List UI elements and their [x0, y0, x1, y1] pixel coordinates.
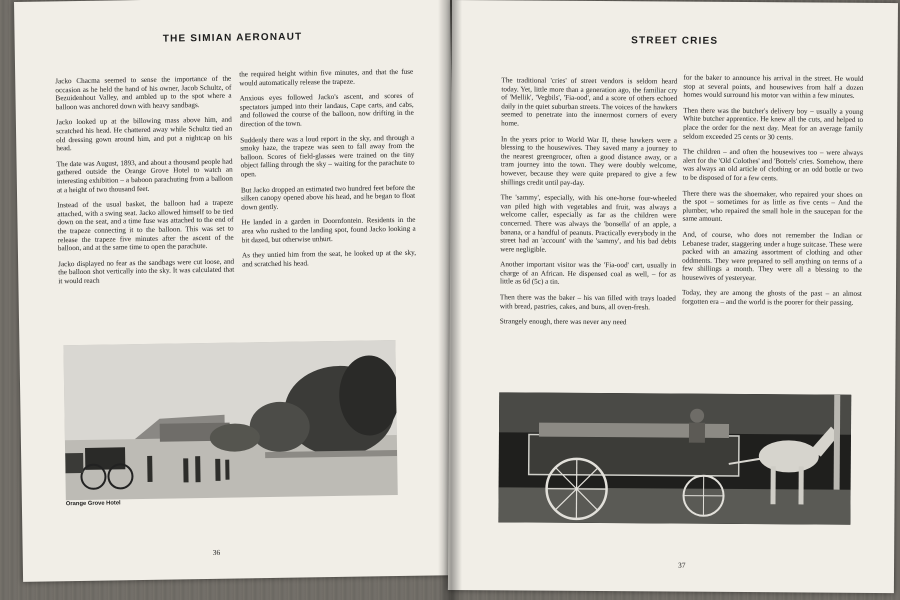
page-number-left: 36 [212, 547, 221, 557]
paragraph: Today, they are among the ghosts of the past – an almost forgotten era – and the world is the poorer for their passing. [681, 289, 862, 307]
paragraph: But Jacko dropped an estimated two hundred feet before the silken canopy opened above his head, and he began to float down gently. [240, 183, 416, 212]
paragraph: for the baker to announce his arrival in the street. He would stop at several points, and housewives from half a dozen homes would surround his motor van within a few minutes. [683, 73, 864, 101]
paragraph: The traditional 'cries' of street vendors is seldom heard today. Yet, little more than a generation ago, the familiar cry of 'Mellik', 'Vegbils', 'Fia-ood', and a score of others echoed daily in the quiet suburban streets. The voices of the hawkers seemed to penetrate into the innermost corners of every home. [501, 76, 678, 128]
left-running-head: THE SIMIAN AERONAUT [162, 31, 303, 45]
paragraph: As they untied him from the seat, he looked up at the sky, and scratched his head. [241, 248, 417, 269]
left-column-1 [55, 75, 234, 293]
left-page [14, 0, 459, 582]
paragraph: And, of course, who does not remember the Indian or Lebanese trader, staggering under a huge suitcase. These were packed with an amazing assortment of clothing and other oddments. They were prepared to sell anything on terms of a few shillings a month. They were all a blessing to the housewives of yesteryear. [682, 230, 863, 283]
paragraph: Anxious eyes followed Jacko's ascent, and scores of spectators jumped into their landaus, Cape carts, and cabs, and followed the course of the balloon, now drifting in the direction of the town. [239, 91, 414, 129]
right-column-1 [500, 76, 678, 334]
orange-grove-hotel-photo [63, 340, 397, 500]
paragraph: The 'sammy', especially, with his one-horse four-wheeled van piled high with vegetables and fruit, was always a welcome caller, especially as far as the children were concerned. There was always the 'bonsella' of an apple, a banana, or a handful of peanuts. Practically everybody in the street had an 'account' with the 'sammy', and his bad debts were negligible. [500, 193, 677, 254]
paragraph: The children – and often the housewives too – were always alert for the 'Old Colothes' and 'Bottels' cries. Somehow, there was always an old article of clothing or an odd bottle or two to be disposed of for a few cents. [682, 147, 863, 183]
left-column-2 [239, 68, 416, 276]
page-number-right: 37 [678, 560, 686, 570]
right-page [448, 0, 898, 593]
paragraph: Suddenly there was a loud report in the sky, and through a smoky haze, the trapeze was seen to fall away from the balloon. Scores of field-glasses were trained on the tiny object falling through the sky – waiting for the parachute to open. [240, 133, 415, 179]
paragraph: the required height within five minutes, and that the fuse would automatically release the trapeze. [239, 67, 414, 88]
paragraph: Jacko displayed no fear as the sandbags were cut loose, and the balloon shot vertically into the sky. It was calculated that it would reach [58, 257, 235, 286]
paragraph: The date was August, 1893, and about a thousand people had gathered outside the Orange Grove Hotel to watch an interesting exhibition – a baboon parachuting from a balloon at a height of two thousand feet. [56, 157, 233, 194]
paragraph: He landed in a garden in Doornfontein. Residents in the area who rushed to the landing spot, found Jacko looking a bit dazed, but otherwise unhurt. [241, 216, 416, 244]
paragraph: Strangely enough, there was never any need [499, 317, 627, 327]
paragraph: Jacko Chacma seemed to sense the importance of the occasion as he held the hand of his owner, Jacob Schultz, of Bezuidenhout Valley, and ambled up to the spot where a balloon was anchored down with heavy sandbags. [55, 74, 232, 112]
paragraph: In the years prior to World War II, these hawkers were a blessing to the housewives. They saved many a journey to the nearest greengrocer, often a good distance away, or a tram journey into the town. They were doubly welcome, however, because they were quite prepared to give a few shillings credit until pay-day. [500, 134, 678, 187]
right-column-2 [682, 74, 864, 315]
paragraph: Then there was the butcher's delivery boy – usually a young White butcher apprentice. He knew all the cuts, and helped to place the order for the next day. Meat for an average family seldom exceeded 25 cents or 30 cents. [683, 106, 864, 141]
right-running-head: STREET CRIES [631, 35, 719, 47]
street-vendor-cart-photo [498, 392, 851, 524]
paragraph: Then there was the baker – his van filled with trays loaded with bread, pastries, cakes, and buns, all oven-fresh. [499, 293, 676, 312]
paragraph: Instead of the usual basket, the balloon had a trapeze attached, with a swing seat. Jacko allowed himself to be tied down on the seat, and a time fuse was attached to the end of the trapeze connecting it to the balloon. This was set to release the trapeze five minutes after the ascent of the balloon, and at the same time to open the parachute. [57, 198, 234, 253]
paragraph: Jacko looked up at the billowing mass above him, and scratched his head. He chattered away while Schultz tied an old dressing gown around him, and put a nightcap on his head. [55, 115, 233, 153]
paragraph: There there was the shoemaker, who repaired your shoes on the spot – sometimes for as little as five cents – And the plumber, who repaired the small hole in the saucepan for the same amount. [682, 189, 863, 224]
photo-caption: Orange Grove Hotel [65, 500, 121, 508]
paragraph: Another important visitor was the 'Fia-ood' cart, usually in charge of an African. He dispensed coal as well, – for as little as 6d (5c) a tin. [500, 260, 677, 287]
